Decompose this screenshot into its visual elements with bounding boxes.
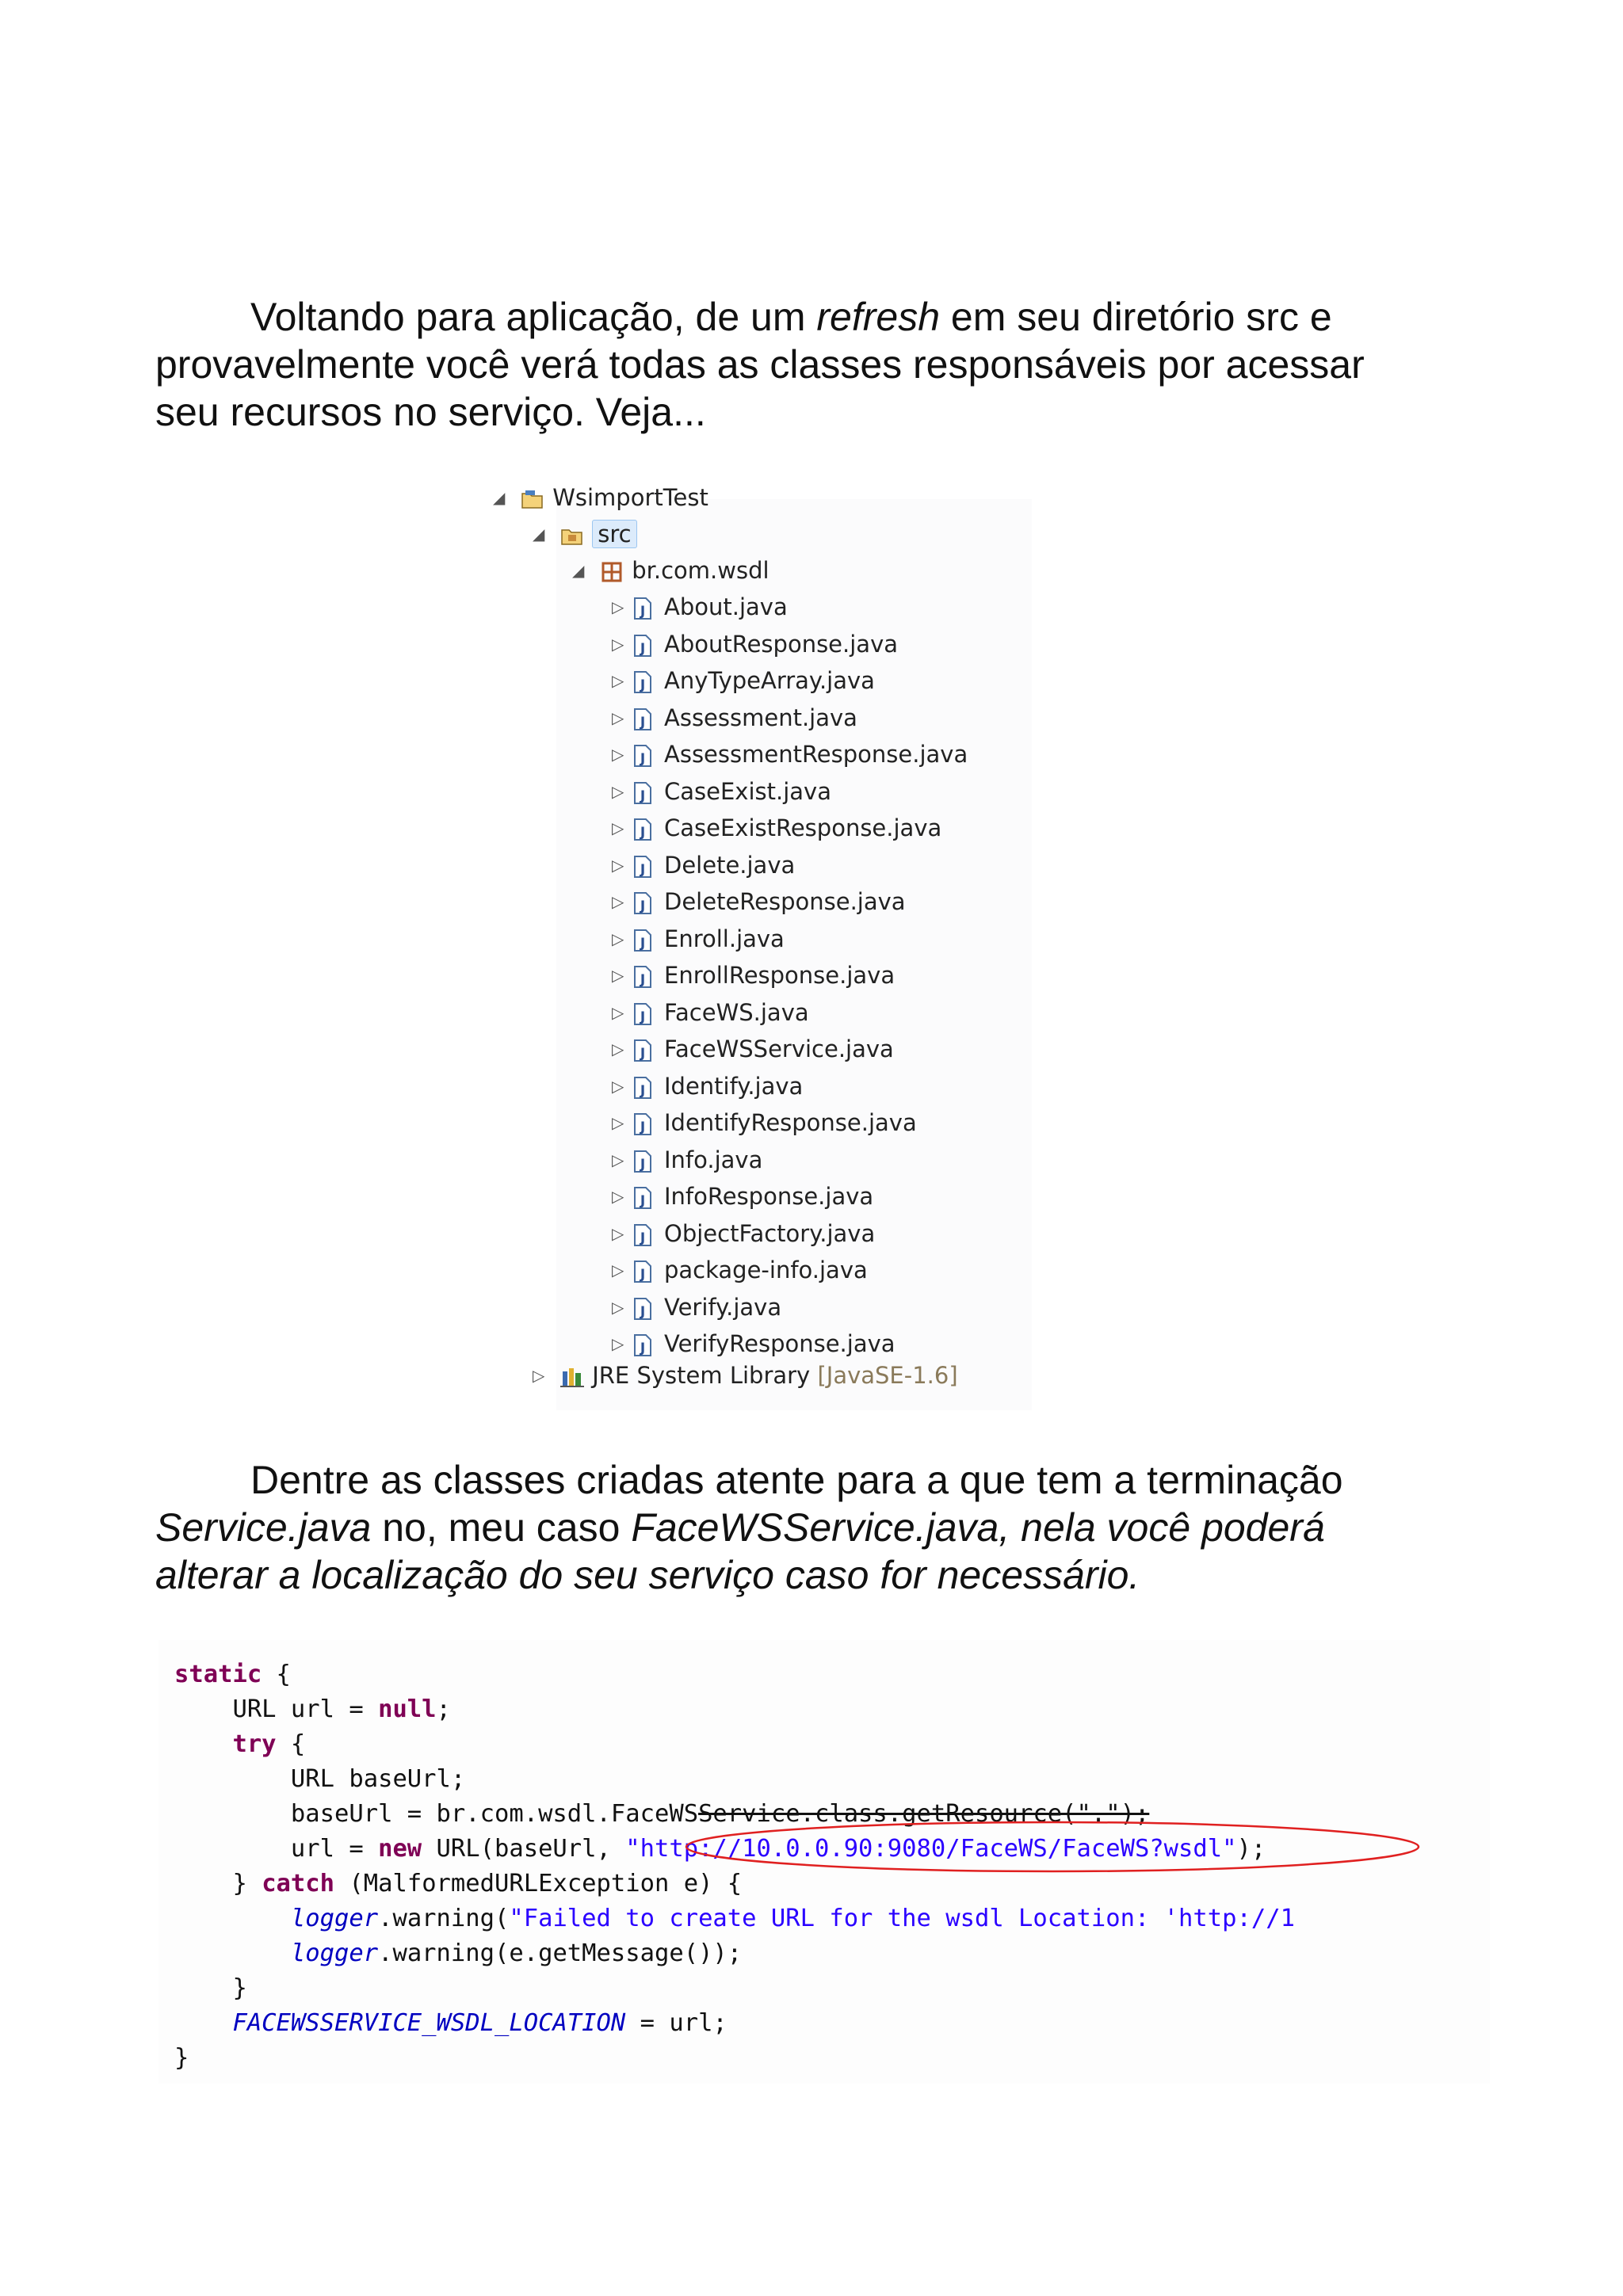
intro-text-end: em seu diretório src e provavelmente você verá todas as classes responsáveis por acessar seu recursos no serviço. Veja... [155, 295, 1365, 434]
file-label: AboutResponse.java [664, 630, 898, 658]
collapsed-arrow-icon[interactable]: ▷ [612, 1297, 624, 1317]
java-file-icon [632, 1333, 653, 1357]
expanded-arrow-icon[interactable]: ◢ [572, 561, 585, 580]
svg-text:J: J [640, 640, 646, 657]
collapsed-arrow-icon[interactable]: ▷ [612, 1039, 624, 1058]
svg-text:J: J [640, 861, 646, 878]
svg-text:J: J [640, 1303, 646, 1320]
collapsed-arrow-icon[interactable]: ▷ [612, 1076, 624, 1096]
tree-item-file[interactable] [612, 626, 898, 662]
file-label: Identify.java [664, 1072, 804, 1100]
tree-item-file[interactable] [612, 1142, 762, 1178]
collapsed-arrow-icon[interactable]: ▷ [612, 892, 624, 911]
java-file-icon [632, 1002, 653, 1026]
collapsed-arrow-icon[interactable]: ▷ [612, 1150, 624, 1169]
intro-paragraph [155, 293, 1439, 436]
tree-item-file[interactable] [612, 921, 785, 957]
file-label: CaseExist.java [664, 777, 831, 805]
explanation-italic-1: Service.java [155, 1505, 372, 1550]
tree-item-file[interactable] [612, 1252, 868, 1288]
package-icon [600, 560, 621, 584]
svg-text:J: J [640, 825, 646, 841]
svg-text:J: J [640, 1267, 646, 1283]
project-label: WsimportTest [552, 484, 708, 511]
code-line: } [174, 1974, 247, 2002]
tree-item-package[interactable] [572, 552, 769, 589]
file-label: Enroll.java [664, 925, 785, 952]
collapsed-arrow-icon[interactable]: ▷ [612, 707, 624, 727]
file-label: package-info.java [664, 1257, 868, 1283]
code-line-url: url = new URL(baseUrl, "http://10.0.0.90:9080/FaceWS/FaceWS?wsdl"); [174, 1835, 1266, 1863]
java-file-icon [632, 1076, 653, 1100]
tree-item-project[interactable] [493, 479, 708, 516]
svg-text:J: J [640, 972, 646, 988]
svg-text:J: J [640, 1341, 646, 1356]
svg-text:J: J [640, 935, 646, 952]
collapsed-arrow-icon[interactable]: ▷ [612, 1334, 624, 1353]
java-file-icon [632, 781, 653, 805]
tree-item-file[interactable] [612, 1104, 917, 1141]
svg-text:J: J [640, 1082, 646, 1099]
file-label: CaseExistResponse.java [664, 814, 942, 841]
tree-item-file[interactable] [612, 736, 968, 772]
file-label: Verify.java [664, 1293, 782, 1321]
java-file-icon [632, 1186, 653, 1210]
package-explorer-tree [483, 475, 975, 1410]
java-file-icon [632, 597, 653, 620]
file-label: Info.java [664, 1146, 763, 1173]
tree-item-file[interactable] [612, 1178, 873, 1215]
tree-item-file[interactable] [612, 773, 831, 810]
file-label: DeleteResponse.java [664, 888, 906, 915]
collapsed-arrow-icon[interactable]: ▷ [612, 781, 624, 801]
file-label: InfoResponse.java [664, 1183, 874, 1210]
collapsed-arrow-icon[interactable]: ▷ [612, 634, 624, 654]
java-file-icon [632, 818, 653, 841]
svg-text:J: J [640, 1046, 646, 1062]
code-line: FACEWSSERVICE_WSDL_LOCATION = url; [232, 2009, 727, 2037]
collapsed-arrow-icon[interactable]: ▷ [612, 597, 624, 616]
java-file-icon [632, 707, 653, 731]
file-label: ObjectFactory.java [664, 1219, 876, 1247]
svg-text:J: J [640, 677, 646, 693]
library-label: JRE System Library [592, 1362, 811, 1389]
src-label: src [592, 520, 636, 548]
explanation-text: Dentre as classes criadas atente para a que tem a terminação [250, 1458, 1343, 1502]
tree-item-file[interactable] [612, 810, 941, 846]
tree-item-jre-library[interactable] [533, 1357, 958, 1394]
code-line: baseUrl = br.com.wsdl.FaceWSService.class.getResource("."); [174, 1800, 1150, 1828]
file-label: AnyTypeArray.java [664, 667, 875, 694]
code-line: } [174, 2044, 189, 2072]
tree-item-file[interactable] [612, 1068, 803, 1104]
project-folder-icon [521, 487, 541, 511]
svg-text:J: J [640, 1230, 646, 1246]
collapsed-arrow-icon[interactable]: ▷ [612, 1261, 624, 1280]
collapsed-arrow-icon[interactable]: ▷ [612, 671, 624, 690]
file-label: FaceWSService.java [664, 1035, 894, 1062]
svg-text:J: J [640, 1119, 646, 1135]
java-file-icon [632, 891, 653, 915]
svg-text:J: J [640, 1009, 646, 1025]
java-file-icon [632, 1039, 653, 1062]
file-label: AssessmentResponse.java [664, 741, 968, 768]
tree-item-src[interactable] [533, 516, 637, 552]
source-folder-icon [560, 524, 581, 547]
code-line: URL url = null; [174, 1695, 451, 1723]
expanded-arrow-icon[interactable]: ◢ [493, 488, 506, 507]
tree-item-file[interactable] [612, 994, 809, 1031]
file-label: Delete.java [664, 851, 796, 879]
wsdl-url-string: "http://10.0.0.90:9080/FaceWS/FaceWS?wsdl" [625, 1835, 1237, 1863]
java-file-icon [632, 744, 653, 768]
collapsed-arrow-icon[interactable]: ▷ [612, 745, 624, 764]
java-file-icon [632, 855, 653, 879]
java-file-icon [632, 1297, 653, 1321]
tree-item-file[interactable] [612, 1031, 894, 1067]
explanation-text-middle: no, meu caso [371, 1505, 632, 1550]
java-file-icon [632, 1112, 653, 1136]
java-file-icon [632, 1223, 653, 1247]
svg-text:J: J [640, 604, 646, 620]
java-file-icon [632, 929, 653, 952]
tree-item-file[interactable] [612, 957, 895, 994]
tree-item-file[interactable] [612, 1289, 781, 1325]
svg-text:J: J [640, 751, 646, 767]
collapsed-arrow-icon[interactable]: ▷ [612, 1223, 624, 1243]
intro-text: Voltando para aplicação, de um [250, 295, 817, 339]
file-label: About.java [664, 593, 788, 620]
explanation-paragraph [155, 1456, 1439, 1599]
collapsed-arrow-icon[interactable]: ▷ [612, 966, 624, 985]
file-label: VerifyResponse.java [664, 1330, 896, 1357]
collapsed-arrow-icon[interactable]: ▷ [612, 855, 624, 875]
tree-item-file[interactable] [612, 883, 906, 920]
svg-text:J: J [640, 1193, 646, 1209]
tree-item-file[interactable] [612, 700, 857, 736]
intro-italic: refresh [816, 295, 941, 339]
collapsed-arrow-icon[interactable]: ▷ [612, 1187, 624, 1206]
collapsed-arrow-icon[interactable]: ▷ [612, 929, 624, 948]
svg-text:J: J [640, 898, 646, 914]
java-file-icon [632, 634, 653, 658]
expanded-arrow-icon[interactable]: ◢ [533, 524, 545, 543]
code-line: try { [174, 1730, 306, 1758]
tree-item-file[interactable] [612, 589, 788, 625]
collapsed-arrow-icon[interactable]: ▷ [612, 1113, 624, 1132]
code-line: logger.warning("Failed to create URL for the wsdl Location: 'http://1 [290, 1905, 1295, 1932]
collapsed-arrow-icon[interactable]: ▷ [612, 818, 624, 837]
explanation-italic-2: FaceWSService.java, nela você poderá alterar a localização do seu serviço caso for necessário. [155, 1505, 1325, 1597]
highlight-ellipse [683, 1819, 1422, 1875]
svg-text:J: J [640, 714, 646, 730]
svg-text:J: J [640, 788, 646, 804]
file-label: IdentifyResponse.java [664, 1109, 917, 1136]
tree-item-file[interactable] [612, 847, 795, 883]
java-file-icon [632, 670, 653, 694]
code-line: static { [174, 1661, 291, 1688]
library-version: [JavaSE-1.6] [817, 1362, 958, 1389]
collapsed-arrow-icon[interactable]: ▷ [533, 1366, 545, 1385]
tree-item-file[interactable] [612, 1215, 875, 1252]
code-line: logger.warning(e.getMessage()); [290, 1939, 743, 1967]
java-file-icon [632, 1150, 653, 1173]
code-line: URL baseUrl; [174, 1765, 466, 1793]
java-file-icon [632, 965, 653, 989]
code-line: } catch (MalformedURLException e) { [174, 1870, 743, 1897]
file-label: FaceWS.java [664, 998, 809, 1026]
library-icon [560, 1365, 581, 1389]
svg-text:J: J [640, 1156, 646, 1173]
package-label: br.com.wsdl [632, 557, 769, 584]
file-label: EnrollResponse.java [664, 962, 896, 989]
java-file-icon [632, 1260, 653, 1283]
tree-item-file[interactable] [612, 662, 875, 699]
collapsed-arrow-icon[interactable]: ▷ [612, 1002, 624, 1022]
file-label: Assessment.java [664, 704, 857, 731]
